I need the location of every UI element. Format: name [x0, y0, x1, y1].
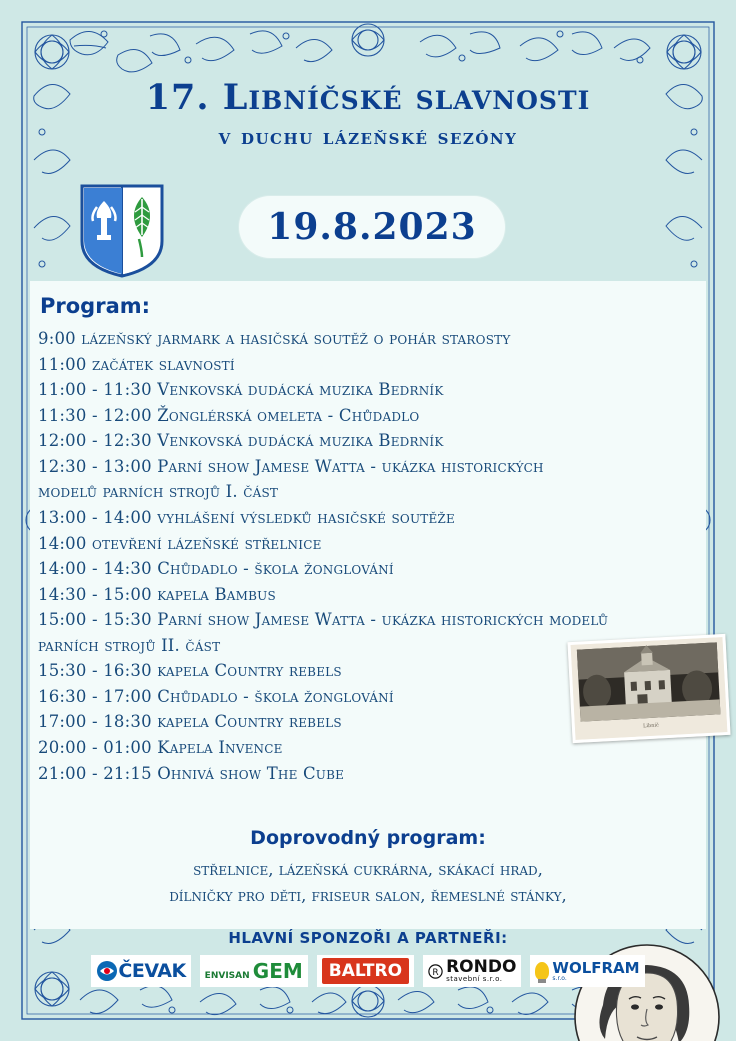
poster-header: [0, 78, 736, 150]
list-item: 17:00 - 18:30 kapela Country rebels: [38, 712, 342, 732]
sponsor-name-line1: ENVISAN: [204, 971, 250, 981]
list-item: 14:00 - 14:30 Chůdadlo - škola žonglování: [38, 559, 394, 579]
historic-postcard-photo: [567, 634, 730, 743]
event-date-text: 19.8.2023: [267, 206, 477, 248]
sponsor-logo-rondo[interactable]: [423, 955, 521, 987]
list-item: 9:00 lázeňský jarmark a hasičská soutěž o pohár starosty: [38, 329, 511, 348]
list-item: 15:00 - 15:30 Parní show Jamese Watta - ukázka historických modelů: [38, 610, 609, 630]
sponsors-heading: HLAVNÍ SPONZOŘI A PARTNEŘI:: [228, 929, 508, 947]
sponsor-name: WOLFRAM: [552, 958, 640, 977]
sponsors-row: [0, 955, 736, 987]
list-item: 20:00 - 01:00 Kapela Invence: [38, 738, 283, 757]
registered-mark-icon: [428, 964, 443, 979]
list-item: 11:00 - 11:30 Venkovská dudácká muzika Bedrník: [38, 380, 444, 400]
sponsor-logo-baltro[interactable]: [317, 955, 414, 987]
list-item: 16:30 - 17:00 Chůdadlo - škola žonglování: [38, 686, 394, 706]
sponsor-name-wrap: [446, 959, 516, 983]
accompanying-program-lines: [30, 857, 706, 910]
list-item: modelů parních strojů I. část: [38, 482, 279, 502]
lightbulb-icon: [535, 962, 549, 980]
sponsor-name-wrap: [205, 961, 303, 981]
list-item: 11:30 - 12:00 Žonglérská omeleta - Chůdadlo: [38, 405, 420, 425]
sponsor-subtitle: s.r.o.: [552, 974, 567, 982]
coat-of-arms-icon: [79, 183, 165, 279]
program-heading: Program:: [40, 294, 151, 318]
event-date-badge: [239, 196, 505, 258]
accompanying-program-heading: Doprovodný program:: [250, 827, 486, 849]
sponsor-name-line2: GEM: [252, 959, 303, 983]
list-item: 12:00 - 12:30 Venkovská dudácká muzika Bedrník: [38, 431, 444, 451]
program-panel: [30, 281, 706, 929]
list-item: dílničky pro děti, friseur salon, řemeslné stánky,: [169, 886, 567, 906]
list-item: parních strojů II. část: [38, 635, 221, 655]
page-subtitle: v duchu lázeňské sezóny: [218, 124, 518, 151]
sponsor-name: RONDO: [446, 957, 517, 977]
sponsor-name: BALTRO: [322, 958, 409, 984]
list-item: 12:30 - 13:00 Parní show Jamese Watta - ukázka historických: [38, 456, 544, 476]
list-item: 14:30 - 15:00 kapela Bambus: [38, 584, 276, 604]
sponsor-name-wrap: [552, 958, 640, 982]
list-item: 21:00 - 21:15 Ohnivá show The Cube: [38, 763, 345, 783]
sponsor-logo-envisan-gem[interactable]: [200, 955, 308, 987]
list-item: střelnice, lázeňská cukrárna, skákací hrad,: [193, 860, 543, 879]
sponsor-logo-wolfram[interactable]: [530, 955, 644, 987]
sponsor-subtitle: stavební s.r.o.: [446, 975, 503, 983]
page-title: 17. Libníčské slavnosti: [145, 77, 591, 118]
list-item: 15:30 - 16:30 kapela Country rebels: [38, 661, 342, 681]
sponsor-name: ČEVAK: [118, 960, 186, 982]
cevak-mark-icon: [96, 960, 118, 982]
svg-text:Libníč: Libníč: [642, 722, 659, 730]
sponsor-logo-cevak[interactable]: [91, 955, 190, 987]
list-item: 13:00 - 14:00 vyhlášení výsledků hasičské soutěže: [38, 507, 455, 527]
svg-text:R: R: [432, 967, 439, 978]
list-item: 14:00 otevření lázeňské střelnice: [38, 533, 322, 553]
list-item: 11:00 začátek slavností: [38, 354, 235, 374]
